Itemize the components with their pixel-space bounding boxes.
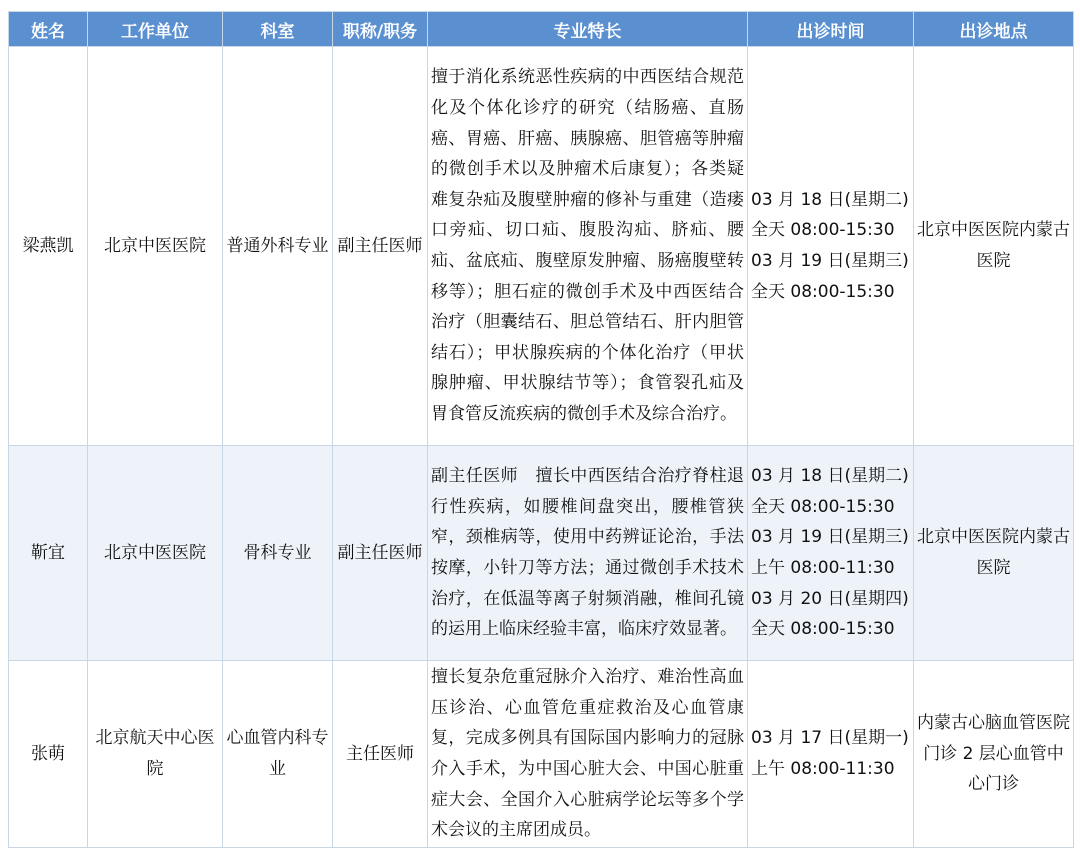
department: 心血管内科专业 xyxy=(223,661,333,848)
doctor-name: 靳宜 xyxy=(9,446,88,661)
clinic-schedule: 03 月 17 日(星期一) 上午 08:00-11:30 xyxy=(748,661,914,848)
clinic-schedule: 03 月 18 日(星期二) 全天 08:00-15:30 03 月 19 日(星期三) 上午 08:00-11:30 03 月 20 日(星期四) 全天 08:00-15:30 xyxy=(748,446,914,661)
specialty: 副主任医师 擅长中西医结合治疗脊柱退行性疾病，如腰椎间盘突出，腰椎管狭窄，颈椎病等，使用中药辨证论治，手法按摩，小针刀等方法；通过微创手术技术治疗，在低温等离子射频消融，椎间孔镜的运用上临床经验丰富，临床疗效显著。 xyxy=(428,446,748,661)
header-unit: 工作单位 xyxy=(88,12,223,47)
header-schedule: 出诊时间 xyxy=(748,12,914,47)
doctor-schedule-table xyxy=(8,11,1074,848)
table-row xyxy=(9,661,1074,848)
table-row xyxy=(9,47,1074,446)
clinic-location: 北京中医医院内蒙古医院 xyxy=(914,446,1074,661)
clinic-location: 北京中医医院内蒙古医院 xyxy=(914,47,1074,446)
job-title: 主任医师 xyxy=(333,661,428,848)
header-title: 职称/职务 xyxy=(333,12,428,47)
specialty: 擅长复杂危重冠脉介入治疗、难治性高血压诊治、心血管危重症救治及心血管康复，完成多例具有国际国内影响力的冠脉介入手术，为中国心脏大会、中国心脏重症大会、全国介入心脏病学论坛等多个学术会议的主席团成员。 xyxy=(428,661,748,848)
work-unit: 北京中医医院 xyxy=(88,446,223,661)
doctor-name: 张萌 xyxy=(9,661,88,848)
department: 骨科专业 xyxy=(223,446,333,661)
clinic-schedule: 03 月 18 日(星期二) 全天 08:00-15:30 03 月 19 日(星期三) 全天 08:00-15:30 xyxy=(748,47,914,446)
header-name: 姓名 xyxy=(9,12,88,47)
table-header-row xyxy=(9,12,1074,47)
work-unit: 北京中医医院 xyxy=(88,47,223,446)
department: 普通外科专业 xyxy=(223,47,333,446)
header-specialty: 专业特长 xyxy=(428,12,748,47)
work-unit: 北京航天中心医院 xyxy=(88,661,223,848)
job-title: 副主任医师 xyxy=(333,446,428,661)
table-row xyxy=(9,446,1074,661)
header-location: 出诊地点 xyxy=(914,12,1074,47)
specialty: 擅于消化系统恶性疾病的中西医结合规范化及个体化诊疗的研究（结肠癌、直肠癌、胃癌、肝癌、胰腺癌、胆管癌等肿瘤的微创手术以及肿瘤术后康复）；各类疑难复杂疝及腹壁肿瘤的修补与重建（造瘘口旁疝、切口疝、腹股沟疝、脐疝、腰疝、盆底疝、腹壁原发肿瘤、肠癌腹壁转移等）；胆石症的微创手术及中西医结合治疗（胆囊结石、胆总管结石、肝内胆管结石）；甲状腺疾病的个体化治疗（甲状腺肿瘤、甲状腺结节等）；食管裂孔疝及胃食管反流疾病的微创手术及综合治疗。 xyxy=(428,47,748,446)
header-department: 科室 xyxy=(223,12,333,47)
job-title: 副主任医师 xyxy=(333,47,428,446)
clinic-location: 内蒙古心脑血管医院门诊 2 层心血管中心门诊 xyxy=(914,661,1074,848)
doctor-name: 梁燕凯 xyxy=(9,47,88,446)
